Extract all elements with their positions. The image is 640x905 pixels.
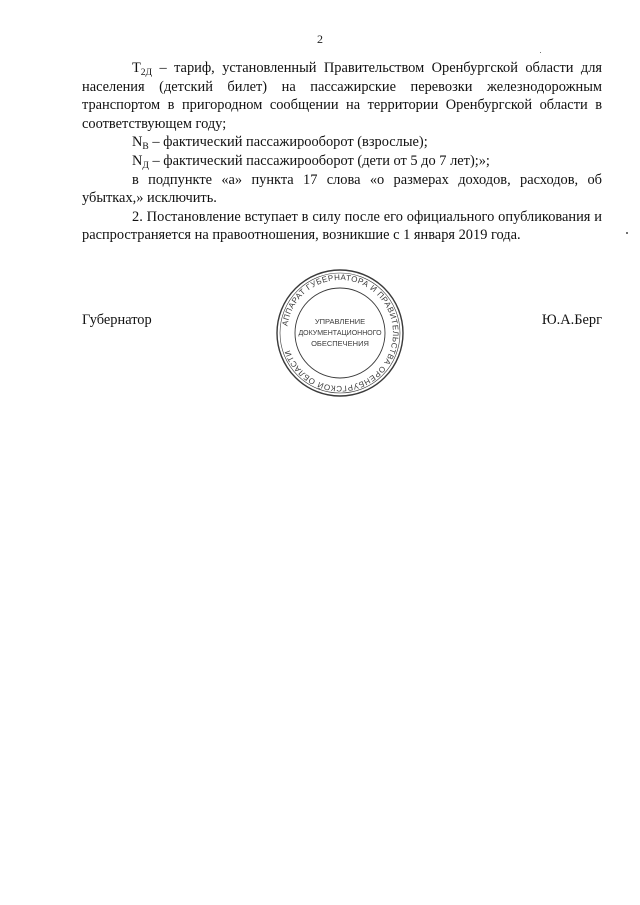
child-symbol: N (132, 152, 143, 169)
adult-turnover-definition (82, 133, 602, 152)
page-number: 2 (317, 32, 323, 46)
seal-inner-line-1: УПРАВЛЕНИЕ (314, 317, 366, 326)
adult-subscript: В (142, 142, 149, 153)
tariff-symbol: T (132, 60, 141, 76)
adult-text: – фактический пассажирооборот (взрослые); (148, 134, 428, 151)
tariff-text: – тариф, установленный Правительством Оренбургской области для населения (детский билет) на пассажирские перевозки железнодорожным транспортом в пригородном сообщении на территории Оренбургской области в соответствующем году; (82, 60, 602, 132)
child-text: – фактический пассажирооборот (дети от 5 до 7 лет);»; (148, 152, 490, 169)
document-body (82, 59, 602, 245)
child-turnover-definition (82, 152, 602, 171)
tariff-definition (82, 59, 602, 133)
signature-name: Ю.А.Берг (541, 312, 602, 328)
seal-inner-line-2: ДОКУМЕНТАЦИОННОГО (298, 330, 382, 337)
seal-inner-line-3: ОБЕСПЕЧЕНИЯ (311, 339, 369, 348)
clause-2-paragraph: 2. Постановление вступает в силу после его официального опубликования и распространяется на правоотношения, возникшие с 1 января 2019 года. (82, 208, 602, 244)
signature-title: Губернатор (82, 312, 152, 328)
official-seal (275, 268, 405, 398)
child-subscript: Д (142, 160, 149, 171)
adult-symbol: N (132, 134, 143, 151)
tariff-subscript: 2Д (140, 68, 153, 78)
seal-outer-textpath: АППАРАТ ГУБЕРНАТОРА И ПРАВИТЕЛЬСТВА ОРЕНБУРГСКОЙ ОБЛАСТИ (280, 272, 401, 394)
subpoint-paragraph: в подпункте «а» пункта 17 слова «о размерах доходов, расходов, об убытках,» исключить. (82, 171, 602, 207)
scan-speck (540, 52, 541, 53)
scan-speck (626, 232, 628, 234)
